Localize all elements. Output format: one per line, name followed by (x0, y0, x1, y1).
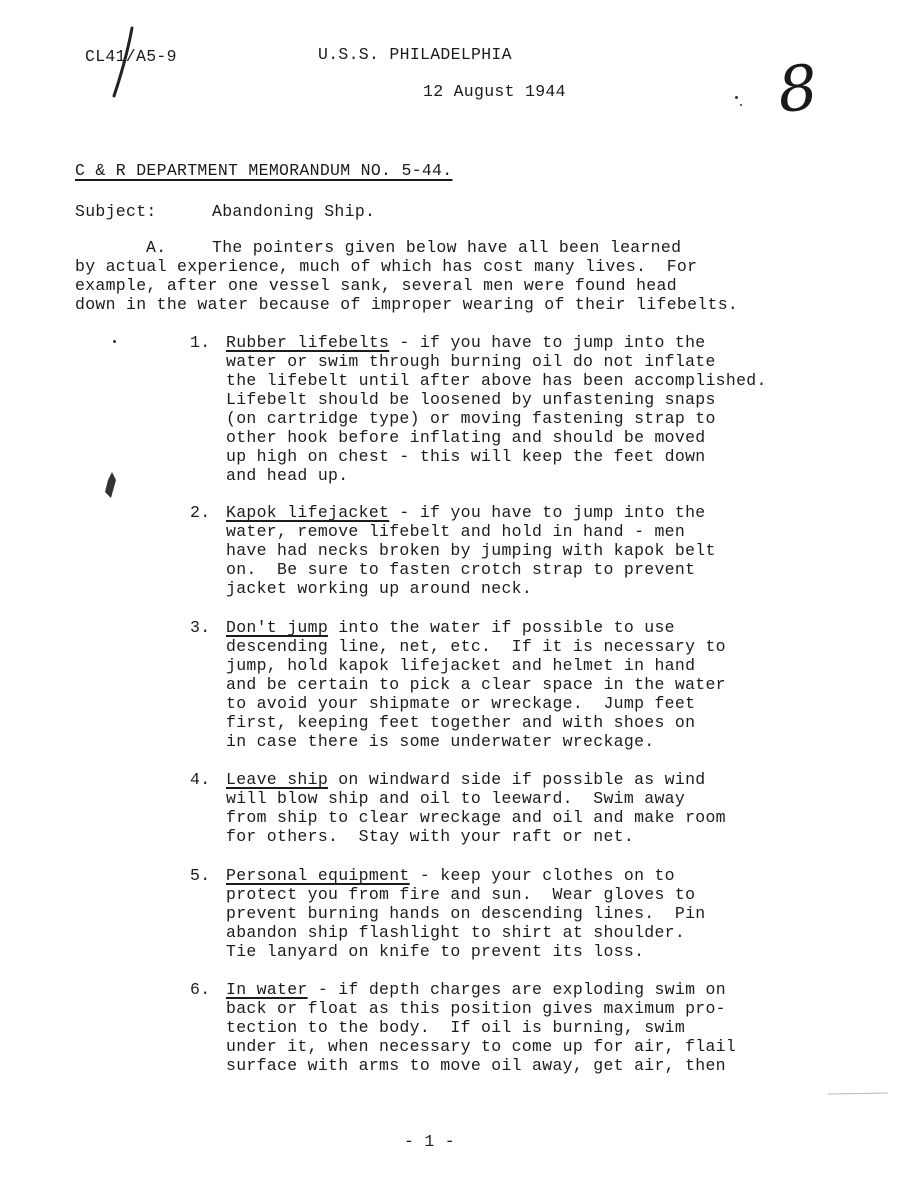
item-line: water or swim through burning oil do not inflate (226, 352, 716, 371)
item-heading: Don't jump (226, 618, 329, 637)
page-number: - 1 - (404, 1132, 456, 1151)
ink-speck (740, 104, 742, 106)
intro-line: by actual experience, much of which has cost many lives. For (75, 257, 698, 276)
item-number: 4. (190, 770, 211, 789)
pen-slash-mark (108, 26, 138, 98)
margin-stroke-mark (826, 1090, 890, 1098)
item-line: jump, hold kapok lifejacket and helmet in hand (226, 656, 696, 675)
item-line: have had necks broken by jumping with kapok belt (226, 541, 716, 560)
item-line: Lifebelt should be loosened by unfastening snaps (226, 390, 716, 409)
item-heading: Leave ship (226, 770, 329, 789)
item-line: water, remove lifebelt and hold in hand - men (226, 522, 686, 541)
memo-title: C & R DEPARTMENT MEMORANDUM NO. 5-44. (75, 161, 453, 180)
item-heading: Personal equipment (226, 866, 410, 885)
item-line (226, 866, 675, 885)
item-number: 6. (190, 980, 211, 999)
ink-speck (113, 340, 116, 343)
item-line: tection to the body. If oil is burning, swim (226, 1018, 686, 1037)
intro-line: example, after one vessel sank, several men were found head (75, 276, 677, 295)
item-line (226, 618, 675, 637)
item-line: back or float as this position gives maximum pro- (226, 999, 726, 1018)
intro-label: A. (146, 238, 167, 257)
item-line: in case there is some underwater wreckage. (226, 732, 655, 751)
item-line: under it, when necessary to come up for air, flail (226, 1037, 737, 1056)
subject-value: Abandoning Ship. (212, 202, 376, 221)
item-line (226, 980, 726, 999)
ink-blot-mark (100, 470, 120, 500)
item-line: descending line, net, etc. If it is necessary to (226, 637, 726, 656)
item-line-text: - if depth charges are exploding swim on (307, 980, 726, 999)
memo-date: 12 August 1944 (423, 82, 566, 101)
item-line-text: - keep your clothes on to (409, 866, 675, 885)
item-line: and be certain to pick a clear space in the water (226, 675, 726, 694)
item-heading: Kapok lifejacket (226, 503, 390, 522)
item-line: other hook before inflating and should be moved (226, 428, 706, 447)
item-line: protect you from fire and sun. Wear gloves to (226, 885, 696, 904)
item-line: to avoid your shipmate or wreckage. Jump feet (226, 694, 696, 713)
intro-line: down in the water because of improper wearing of their lifebelts. (75, 295, 739, 314)
subject-label: Subject: (75, 202, 157, 221)
item-line-text: on windward side if possible as wind (328, 770, 706, 789)
ship-name: U.S.S. PHILADELPHIA (318, 45, 512, 64)
item-line: will blow ship and oil to leeward. Swim away (226, 789, 686, 808)
item-line: (on cartridge type) or moving fastening strap to (226, 409, 716, 428)
ink-speck (735, 96, 738, 99)
item-number: 3. (190, 618, 211, 637)
item-line: jacket working up around neck. (226, 579, 533, 598)
item-line: abandon ship flashlight to shirt at shoulder. (226, 923, 686, 942)
item-line: prevent burning hands on descending lines. Pin (226, 904, 706, 923)
item-heading: In water (226, 980, 308, 999)
item-line (226, 333, 705, 352)
item-number: 2. (190, 503, 211, 522)
item-line: Tie lanyard on knife to prevent its loss. (226, 942, 645, 961)
item-line: on. Be sure to fasten crotch strap to prevent (226, 560, 696, 579)
item-number: 1. (190, 333, 211, 352)
item-line-text: - if you have to jump into the (389, 333, 706, 352)
intro-line: The pointers given below have all been learned (212, 238, 682, 257)
item-line: for others. Stay with your raft or net. (226, 827, 635, 846)
item-heading: Rubber lifebelts (226, 333, 390, 352)
item-line-text: into the water if possible to use (328, 618, 675, 637)
item-line-text: - if you have to jump into the (389, 503, 706, 522)
item-line: and head up. (226, 466, 349, 485)
item-line: up high on chest - this will keep the feet down (226, 447, 706, 466)
item-line (226, 503, 705, 522)
file-code: CL41/A5-9 (85, 47, 177, 66)
item-line: surface with arms to move oil away, get air, then (226, 1056, 726, 1075)
item-line: first, keeping feet together and with shoes on (226, 713, 696, 732)
item-line (226, 770, 706, 789)
handwritten-mark: 8 (774, 50, 822, 127)
item-line: from ship to clear wreckage and oil and make room (226, 808, 726, 827)
item-line: the lifebelt until after above has been accomplished. (226, 371, 767, 390)
item-number: 5. (190, 866, 211, 885)
